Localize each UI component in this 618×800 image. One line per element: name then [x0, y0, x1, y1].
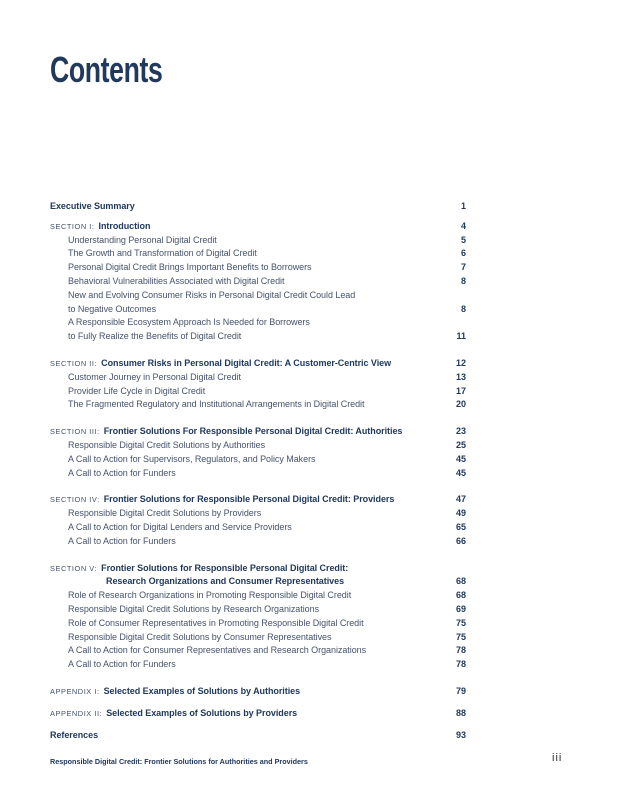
toc-entry-section — [50, 493, 466, 507]
toc-entry — [50, 200, 466, 214]
toc-entry — [50, 603, 466, 617]
toc-entry-section — [50, 707, 466, 721]
toc-entry — [50, 453, 466, 467]
toc-page-number: 75 — [455, 631, 466, 642]
toc-entry-title: The Growth and Transformation of Digital Credit — [68, 248, 257, 259]
toc-entry-title: References — [50, 729, 99, 740]
toc-entry — [50, 439, 466, 453]
toc-entry — [50, 729, 466, 743]
toc-section-label: APPENDIX II: — [50, 708, 103, 718]
toc-page-number: 49 — [455, 508, 466, 519]
toc-block — [50, 425, 466, 480]
toc-entry — [50, 631, 466, 645]
toc-entry — [50, 234, 466, 248]
table-of-contents — [50, 200, 466, 750]
toc-page-number: 68 — [455, 590, 466, 601]
toc-page-number: 20 — [455, 399, 466, 410]
toc-page-number: 4 — [460, 220, 466, 231]
toc-page-number: 65 — [455, 521, 466, 532]
toc-page-number: 17 — [455, 385, 466, 396]
toc-entry-title: Selected Examples of Solutions by Providers — [106, 707, 298, 718]
page-title: Contents — [50, 49, 163, 90]
toc-page-number: 88 — [455, 707, 466, 718]
toc-page-number: 68 — [455, 576, 466, 587]
toc-entry-title-line2: to Negative Outcomes — [68, 303, 157, 314]
toc-page-number: 78 — [455, 645, 466, 656]
toc-section-label: SECTION III: — [50, 427, 100, 437]
toc-entry-title: The Fragmented Regulatory and Institutional Arrangements in Digital Credit — [68, 399, 365, 410]
toc-block — [50, 493, 466, 548]
toc-entry-title: Role of Consumer Representatives in Promoting Responsible Digital Credit — [68, 617, 364, 628]
toc-page-number: 8 — [460, 275, 466, 286]
toc-entry — [50, 589, 466, 603]
toc-section-label: SECTION II: — [50, 358, 98, 368]
toc-entry-title: A Call to Action for Funders — [68, 467, 176, 478]
toc-page-number: 93 — [455, 729, 466, 740]
toc-page-number: 12 — [455, 357, 466, 368]
toc-entry — [50, 371, 466, 385]
toc-section-label: APPENDIX I: — [50, 686, 100, 696]
toc-block — [50, 357, 466, 412]
toc-page-number: 8 — [460, 303, 466, 314]
toc-entry-title: A Responsible Ecosystem Approach Is Needed for Borrowers — [68, 317, 310, 328]
toc-page-number: 45 — [455, 467, 466, 478]
toc-page-number: 13 — [455, 371, 466, 382]
toc-entry-title: Understanding Personal Digital Credit — [68, 234, 217, 245]
toc-entry-title-line2: to Fully Realize the Benefits of Digital Credit — [68, 331, 242, 342]
toc-entry — [50, 261, 466, 275]
toc-page-number: 23 — [455, 426, 466, 437]
toc-entry-title: Responsible Digital Credit Solutions by Consumer Representatives — [68, 631, 332, 642]
toc-entry-title: Responsible Digital Credit Solutions by Providers — [68, 508, 262, 519]
toc-entry-title: A Call to Action for Funders — [68, 659, 176, 670]
toc-entry-title: Frontier Solutions for Responsible Personal Digital Credit: Providers — [103, 494, 395, 505]
toc-entry-title: Customer Journey in Personal Digital Credit — [68, 371, 241, 382]
toc-entry — [50, 658, 466, 672]
toc-entry-title: Frontier Solutions For Responsible Personal Digital Credit: Authorities — [103, 426, 403, 437]
toc-section-label: SECTION V: — [50, 563, 98, 573]
toc-entry — [50, 275, 466, 289]
toc-section-label: SECTION I: — [50, 221, 95, 231]
toc-entry-title: A Call to Action for Supervisors, Regulators, and Policy Makers — [68, 453, 316, 464]
toc-page-number: 75 — [455, 617, 466, 628]
toc-entry — [50, 617, 466, 631]
toc-page-number: 45 — [455, 453, 466, 464]
toc-entry — [50, 289, 466, 317]
toc-page-number: 1 — [460, 201, 466, 211]
toc-entry-title: Behavioral Vulnerabilities Associated with Digital Credit — [68, 275, 285, 286]
toc-entry-title: Frontier Solutions for Responsible Personal Digital Credit: — [101, 562, 349, 573]
toc-block — [50, 200, 466, 214]
toc-entry-title: Responsible Digital Credit Solutions by Research Organizations — [68, 603, 320, 614]
toc-entry — [50, 507, 466, 521]
toc-entry — [50, 467, 466, 481]
toc-page-number: 5 — [460, 234, 466, 245]
toc-block — [50, 685, 466, 699]
toc-page-number: 79 — [455, 685, 466, 696]
toc-block — [50, 562, 466, 672]
toc-entry-title-line2: Research Organizations and Consumer Representatives — [106, 576, 345, 587]
toc-entry-title: New and Evolving Consumer Risks in Personal Digital Credit Could Lead — [68, 289, 356, 300]
page-number-folio: iii — [552, 752, 563, 764]
toc-page-number: 25 — [455, 439, 466, 450]
toc-entry-title: Executive Summary — [50, 201, 135, 211]
toc-entry-section — [50, 562, 466, 590]
toc-page-number: 69 — [455, 603, 466, 614]
toc-entry-title: A Call to Action for Digital Lenders and Service Providers — [68, 521, 292, 532]
toc-entry-section — [50, 357, 466, 371]
toc-entry — [50, 535, 466, 549]
toc-entry-title: Selected Examples of Solutions by Authorities — [103, 685, 301, 696]
toc-entry — [50, 398, 466, 412]
toc-page-number: 78 — [455, 659, 466, 670]
toc-entry-title: Role of Research Organizations in Promoting Responsible Digital Credit — [68, 590, 352, 601]
toc-page-number: 7 — [460, 262, 466, 273]
toc-entry — [50, 385, 466, 399]
toc-entry-title: A Call to Action for Consumer Representatives and Research Organizations — [68, 645, 367, 656]
toc-page-number: 6 — [460, 248, 466, 259]
toc-entry — [50, 247, 466, 261]
toc-entry-title: Provider Life Cycle in Digital Credit — [68, 385, 206, 396]
toc-entry-title: Personal Digital Credit Brings Important Benefits to Borrowers — [68, 262, 312, 273]
toc-entry — [50, 644, 466, 658]
toc-page-number: 66 — [455, 535, 466, 546]
toc-entry-section — [50, 685, 466, 699]
toc-entry — [50, 316, 466, 344]
toc-entry-title: Consumer Risks in Personal Digital Credit: A Customer-Centric View — [101, 357, 392, 368]
toc-entry-title: A Call to Action for Funders — [68, 535, 176, 546]
toc-entry-section — [50, 425, 466, 439]
toc-entry-title: Responsible Digital Credit Solutions by Authorities — [68, 439, 266, 450]
toc-entry — [50, 521, 466, 535]
toc-block — [50, 707, 466, 721]
footer-report-title: Responsible Digital Credit: Frontier Solutions for Authorities and Providers — [50, 757, 308, 766]
toc-page-number: 11 — [456, 331, 466, 342]
toc-entry-title: Introduction — [98, 220, 151, 231]
toc-section-label: SECTION IV: — [50, 495, 100, 505]
toc-page-number: 47 — [455, 494, 466, 505]
toc-block — [50, 729, 466, 743]
toc-block — [50, 220, 466, 344]
toc-entry-section — [50, 220, 466, 234]
